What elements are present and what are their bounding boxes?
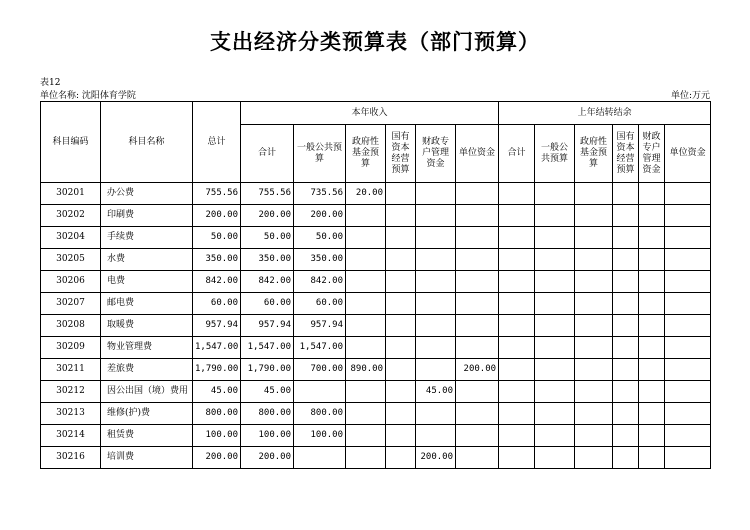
- cell-general-budget: 1,547.00: [294, 337, 346, 359]
- table-row: [41, 447, 711, 469]
- cell-fiscal-special: [416, 337, 456, 359]
- cell-name: 邮电费: [101, 293, 193, 315]
- cell-heji: 755.56: [241, 183, 294, 205]
- header-unit-fund: 单位资金: [456, 125, 499, 183]
- cell-carryover-heji: [499, 447, 535, 469]
- cell-soe-budget: [386, 403, 416, 425]
- cell-carryover-soe: [613, 183, 639, 205]
- cell-fiscal-special: [416, 183, 456, 205]
- cell-carryover-fiscal: [639, 249, 665, 271]
- cell-heji: 60.00: [241, 293, 294, 315]
- cell-code: 30212: [41, 381, 101, 403]
- cell-heji: 1,790.00: [241, 359, 294, 381]
- cell-total: 200.00: [193, 447, 241, 469]
- cell-carryover-gov-fund: [575, 205, 613, 227]
- cell-gov-fund: [346, 381, 386, 403]
- cell-carryover-general: [535, 403, 575, 425]
- cell-carryover-unit: [665, 205, 711, 227]
- cell-fiscal-special: 200.00: [416, 447, 456, 469]
- cell-carryover-fiscal: [639, 359, 665, 381]
- header-current-year: 本年收入: [241, 102, 499, 125]
- cell-carryover-fiscal: [639, 315, 665, 337]
- cell-general-budget: 350.00: [294, 249, 346, 271]
- cell-soe-budget: [386, 293, 416, 315]
- cell-fiscal-special: [416, 271, 456, 293]
- cell-unit-fund: [456, 447, 499, 469]
- header-soe-budget: 国有资本经营预算: [386, 125, 416, 183]
- cell-total: 755.56: [193, 183, 241, 205]
- cell-carryover-soe: [613, 315, 639, 337]
- table-row: [41, 249, 711, 271]
- cell-carryover-heji: [499, 381, 535, 403]
- cell-general-budget: [294, 447, 346, 469]
- cell-carryover-fiscal: [639, 183, 665, 205]
- table-row: [41, 425, 711, 447]
- table-number: 表12: [40, 78, 61, 88]
- cell-general-budget: 100.00: [294, 425, 346, 447]
- cell-name: 物业管理费: [101, 337, 193, 359]
- cell-unit-fund: [456, 337, 499, 359]
- cell-code: 30207: [41, 293, 101, 315]
- cell-name: 电费: [101, 271, 193, 293]
- cell-carryover-unit: [665, 337, 711, 359]
- header-carryover-unit: 单位资金: [665, 125, 711, 183]
- cell-fiscal-special: [416, 425, 456, 447]
- cell-name: 培训费: [101, 447, 193, 469]
- cell-heji: 45.00: [241, 381, 294, 403]
- cell-unit-fund: [456, 271, 499, 293]
- cell-total: 800.00: [193, 403, 241, 425]
- cell-soe-budget: [386, 227, 416, 249]
- cell-carryover-fiscal: [639, 447, 665, 469]
- cell-soe-budget: [386, 381, 416, 403]
- cell-code: 30216: [41, 447, 101, 469]
- cell-carryover-heji: [499, 271, 535, 293]
- cell-name: 手续费: [101, 227, 193, 249]
- cell-carryover-soe: [613, 381, 639, 403]
- cell-carryover-soe: [613, 271, 639, 293]
- cell-name: 租赁费: [101, 425, 193, 447]
- cell-general-budget: 700.00: [294, 359, 346, 381]
- cell-carryover-unit: [665, 249, 711, 271]
- cell-heji: 800.00: [241, 403, 294, 425]
- cell-carryover-gov-fund: [575, 337, 613, 359]
- header-carryover-soe: 国有资本经营预算: [613, 125, 639, 183]
- cell-fiscal-special: [416, 249, 456, 271]
- cell-carryover-general: [535, 381, 575, 403]
- header-gov-fund: 政府性基金预算: [346, 125, 386, 183]
- header-fiscal-special: 财政专户管理资金: [416, 125, 456, 183]
- cell-fiscal-special: [416, 359, 456, 381]
- cell-code: 30205: [41, 249, 101, 271]
- table-row: [41, 271, 711, 293]
- cell-general-budget: [294, 381, 346, 403]
- cell-gov-fund: [346, 205, 386, 227]
- cell-unit-fund: [456, 183, 499, 205]
- cell-general-budget: 60.00: [294, 293, 346, 315]
- cell-name: 维修(护)费: [101, 403, 193, 425]
- cell-carryover-soe: [613, 227, 639, 249]
- cell-carryover-fiscal: [639, 403, 665, 425]
- cell-carryover-soe: [613, 403, 639, 425]
- unit-label: 单位:万元: [670, 91, 710, 101]
- cell-soe-budget: [386, 271, 416, 293]
- cell-soe-budget: [386, 249, 416, 271]
- cell-gov-fund: [346, 227, 386, 249]
- cell-general-budget: 957.94: [294, 315, 346, 337]
- cell-heji: 1,547.00: [241, 337, 294, 359]
- cell-carryover-gov-fund: [575, 359, 613, 381]
- cell-general-budget: 735.56: [294, 183, 346, 205]
- cell-heji: 842.00: [241, 271, 294, 293]
- cell-code: 30208: [41, 315, 101, 337]
- cell-gov-fund: [346, 337, 386, 359]
- cell-name: 差旅费: [101, 359, 193, 381]
- cell-gov-fund: [346, 293, 386, 315]
- cell-soe-budget: [386, 447, 416, 469]
- cell-carryover-fiscal: [639, 205, 665, 227]
- cell-code: 30206: [41, 271, 101, 293]
- cell-heji: 50.00: [241, 227, 294, 249]
- cell-heji: 200.00: [241, 205, 294, 227]
- table-row: [41, 381, 711, 403]
- header-carryover-general: 一般公共预算: [535, 125, 575, 183]
- budget-table: [40, 101, 711, 469]
- cell-carryover-general: [535, 249, 575, 271]
- table-row: [41, 183, 711, 205]
- cell-total: 1,790.00: [193, 359, 241, 381]
- cell-unit-fund: [456, 249, 499, 271]
- cell-carryover-unit: [665, 183, 711, 205]
- cell-carryover-gov-fund: [575, 271, 613, 293]
- cell-carryover-general: [535, 183, 575, 205]
- table-row: [41, 293, 711, 315]
- cell-code: 30201: [41, 183, 101, 205]
- table-body: [41, 183, 711, 469]
- cell-soe-budget: [386, 183, 416, 205]
- cell-carryover-soe: [613, 447, 639, 469]
- cell-soe-budget: [386, 359, 416, 381]
- cell-carryover-general: [535, 293, 575, 315]
- cell-fiscal-special: [416, 205, 456, 227]
- cell-carryover-general: [535, 271, 575, 293]
- cell-total: 45.00: [193, 381, 241, 403]
- cell-code: 30209: [41, 337, 101, 359]
- cell-unit-fund: [456, 227, 499, 249]
- cell-carryover-soe: [613, 359, 639, 381]
- cell-gov-fund: [346, 447, 386, 469]
- cell-name: 印刷费: [101, 205, 193, 227]
- cell-fiscal-special: [416, 403, 456, 425]
- table-row: [41, 359, 711, 381]
- cell-carryover-heji: [499, 183, 535, 205]
- cell-carryover-general: [535, 205, 575, 227]
- cell-carryover-heji: [499, 425, 535, 447]
- cell-heji: 100.00: [241, 425, 294, 447]
- cell-carryover-soe: [613, 205, 639, 227]
- cell-soe-budget: [386, 205, 416, 227]
- table-row: [41, 403, 711, 425]
- cell-carryover-unit: [665, 315, 711, 337]
- cell-carryover-unit: [665, 227, 711, 249]
- cell-general-budget: 200.00: [294, 205, 346, 227]
- cell-carryover-general: [535, 337, 575, 359]
- cell-total: 842.00: [193, 271, 241, 293]
- cell-carryover-fiscal: [639, 293, 665, 315]
- cell-fiscal-special: 45.00: [416, 381, 456, 403]
- cell-carryover-soe: [613, 425, 639, 447]
- cell-carryover-gov-fund: [575, 249, 613, 271]
- cell-fiscal-special: [416, 293, 456, 315]
- cell-unit-fund: [456, 425, 499, 447]
- cell-carryover-soe: [613, 337, 639, 359]
- cell-carryover-soe: [613, 249, 639, 271]
- cell-fiscal-special: [416, 227, 456, 249]
- cell-total: 100.00: [193, 425, 241, 447]
- cell-carryover-heji: [499, 337, 535, 359]
- cell-carryover-heji: [499, 205, 535, 227]
- cell-carryover-fiscal: [639, 381, 665, 403]
- cell-code: 30214: [41, 425, 101, 447]
- cell-code: 30202: [41, 205, 101, 227]
- cell-carryover-heji: [499, 249, 535, 271]
- table-row: [41, 227, 711, 249]
- cell-carryover-gov-fund: [575, 183, 613, 205]
- cell-carryover-general: [535, 227, 575, 249]
- page-title: 支出经济分类预算表（部门预算）: [210, 30, 540, 54]
- cell-carryover-heji: [499, 403, 535, 425]
- cell-carryover-heji: [499, 315, 535, 337]
- cell-carryover-gov-fund: [575, 381, 613, 403]
- cell-total: 50.00: [193, 227, 241, 249]
- cell-total: 200.00: [193, 205, 241, 227]
- cell-carryover-heji: [499, 359, 535, 381]
- cell-unit-fund: [456, 381, 499, 403]
- cell-carryover-unit: [665, 293, 711, 315]
- cell-carryover-unit: [665, 359, 711, 381]
- cell-carryover-unit: [665, 425, 711, 447]
- cell-carryover-general: [535, 359, 575, 381]
- cell-carryover-soe: [613, 293, 639, 315]
- cell-carryover-unit: [665, 403, 711, 425]
- cell-carryover-unit: [665, 271, 711, 293]
- cell-carryover-gov-fund: [575, 315, 613, 337]
- cell-name: 因公出国（境）费用: [101, 381, 193, 403]
- cell-carryover-fiscal: [639, 337, 665, 359]
- cell-general-budget: 50.00: [294, 227, 346, 249]
- cell-carryover-general: [535, 447, 575, 469]
- cell-gov-fund: [346, 403, 386, 425]
- cell-total: 957.94: [193, 315, 241, 337]
- table-row: [41, 205, 711, 227]
- cell-general-budget: 800.00: [294, 403, 346, 425]
- header-total: 总计: [193, 102, 241, 183]
- cell-gov-fund: [346, 315, 386, 337]
- cell-carryover-fiscal: [639, 425, 665, 447]
- cell-name: 水费: [101, 249, 193, 271]
- cell-soe-budget: [386, 337, 416, 359]
- cell-carryover-gov-fund: [575, 403, 613, 425]
- cell-name: 办公费: [101, 183, 193, 205]
- cell-total: 1,547.00: [193, 337, 241, 359]
- cell-carryover-unit: [665, 381, 711, 403]
- cell-unit-fund: [456, 205, 499, 227]
- cell-code: 30211: [41, 359, 101, 381]
- header-code: 科目编码: [41, 102, 101, 183]
- cell-unit-fund: [456, 293, 499, 315]
- cell-code: 30204: [41, 227, 101, 249]
- cell-carryover-general: [535, 425, 575, 447]
- cell-unit-fund: [456, 315, 499, 337]
- cell-total: 60.00: [193, 293, 241, 315]
- cell-total: 350.00: [193, 249, 241, 271]
- cell-soe-budget: [386, 315, 416, 337]
- cell-carryover-fiscal: [639, 227, 665, 249]
- header-carryover-fiscal: 财政专户管理资金: [639, 125, 665, 183]
- cell-carryover-gov-fund: [575, 425, 613, 447]
- header-carryover-heji: 合计: [499, 125, 535, 183]
- cell-gov-fund: 890.00: [346, 359, 386, 381]
- cell-gov-fund: [346, 249, 386, 271]
- cell-gov-fund: 20.00: [346, 183, 386, 205]
- cell-carryover-gov-fund: [575, 447, 613, 469]
- header-general-budget: 一般公共预算: [294, 125, 346, 183]
- cell-carryover-gov-fund: [575, 293, 613, 315]
- cell-fiscal-special: [416, 315, 456, 337]
- table-row: [41, 337, 711, 359]
- cell-code: 30213: [41, 403, 101, 425]
- cell-carryover-fiscal: [639, 271, 665, 293]
- header-carryover-gov-fund: 政府性基金预算: [575, 125, 613, 183]
- cell-heji: 200.00: [241, 447, 294, 469]
- cell-carryover-heji: [499, 293, 535, 315]
- cell-heji: 350.00: [241, 249, 294, 271]
- header-carryover: 上年结转结余: [499, 102, 711, 125]
- table-row: [41, 315, 711, 337]
- cell-carryover-heji: [499, 227, 535, 249]
- cell-unit-fund: 200.00: [456, 359, 499, 381]
- cell-general-budget: 842.00: [294, 271, 346, 293]
- cell-carryover-general: [535, 315, 575, 337]
- cell-gov-fund: [346, 425, 386, 447]
- cell-heji: 957.94: [241, 315, 294, 337]
- header-name: 科目名称: [101, 102, 193, 183]
- cell-carryover-unit: [665, 447, 711, 469]
- cell-unit-fund: [456, 403, 499, 425]
- header-heji: 合计: [241, 125, 294, 183]
- cell-gov-fund: [346, 271, 386, 293]
- unit-name: 单位名称: 沈阳体育学院: [40, 91, 136, 101]
- cell-name: 取暖费: [101, 315, 193, 337]
- cell-carryover-gov-fund: [575, 227, 613, 249]
- cell-soe-budget: [386, 425, 416, 447]
